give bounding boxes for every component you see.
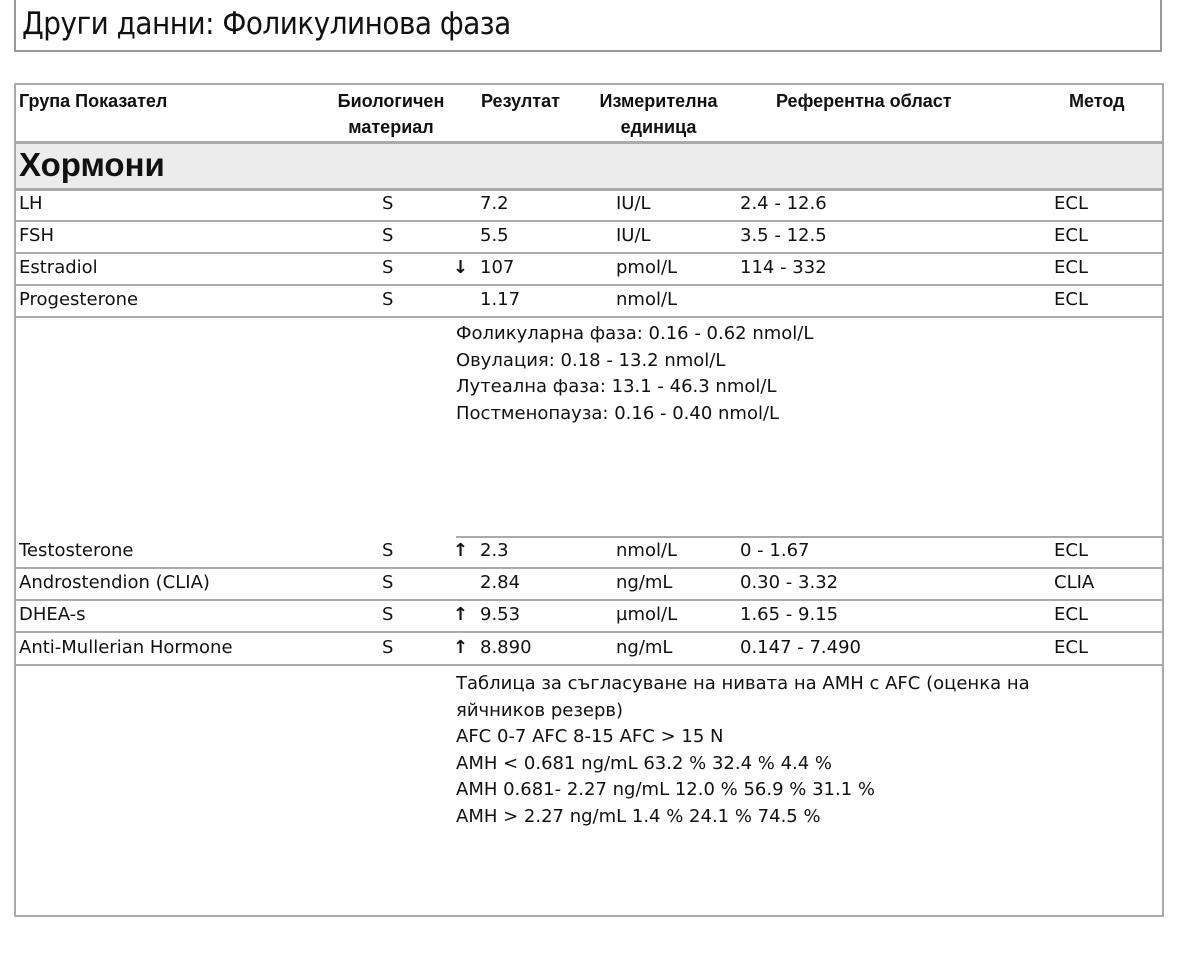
header-unit: Измерителна единица: [599, 91, 718, 137]
note-line: AFC 0-7 AFC 8-15 AFC > 15 N: [456, 726, 724, 747]
row-method: ECL: [1054, 604, 1088, 625]
row-result: 7.2: [480, 193, 509, 214]
table-row: [16, 536, 1162, 569]
other-data-box: [14, 0, 1162, 52]
table-row: [16, 568, 1162, 601]
row-unit: ng/mL: [616, 572, 673, 593]
row-result: 5.5: [480, 225, 509, 246]
table-row: [16, 633, 1162, 666]
note-line: Лутеална фаза: 13.1 - 46.3 nmol/L: [456, 376, 777, 397]
row-material: S: [382, 604, 394, 625]
row-material: S: [382, 257, 394, 278]
note-line: Фоликуларна фаза: 0.16 - 0.62 nmol/L: [456, 323, 814, 344]
row-name: Androstendion (CLIA): [19, 572, 210, 593]
note-line: Овулация: 0.18 - 13.2 nmol/L: [456, 349, 726, 371]
row-name: DHEA-s: [19, 604, 86, 625]
arrow-up-icon: ↑: [453, 540, 469, 561]
row-reference: 3.5 - 12.5: [740, 225, 827, 246]
arrow-up-icon: ↑: [453, 637, 469, 658]
row-reference: 0.147 - 7.490: [740, 637, 861, 658]
row-unit: IU/L: [616, 193, 651, 214]
row-method: ECL: [1054, 637, 1088, 658]
row-result: 1.17: [480, 289, 521, 310]
divider: [456, 536, 1162, 538]
row-name: Progesterone: [19, 289, 139, 310]
table-row: [16, 253, 1162, 286]
row-unit: ng/mL: [616, 637, 673, 658]
arrow-down-icon: ↓: [453, 257, 469, 278]
header-group: Група Показател: [19, 91, 168, 111]
row-method: ECL: [1054, 257, 1088, 278]
row-material: S: [382, 540, 394, 561]
row-material: S: [382, 637, 394, 658]
row-material: S: [382, 572, 394, 593]
header-material: Биологичен материал: [337, 91, 445, 137]
row-result: 2.84: [480, 572, 521, 593]
row-name: Testosterone: [19, 540, 134, 561]
note-line: Таблица за съгласуване на нивата на AMH с AFC (оценка на: [456, 673, 1030, 694]
note-line: Постменопауза: 0.16 - 0.40 nmol/L: [456, 402, 780, 424]
amh-note: [456, 671, 1030, 830]
row-name: LH: [19, 193, 43, 214]
row-reference: 0 - 1.67: [740, 540, 810, 561]
row-result: 2.3: [480, 540, 509, 561]
row-reference: 114 - 332: [740, 257, 827, 278]
section-title: Хормони: [19, 146, 165, 183]
row-method: ECL: [1054, 193, 1088, 214]
note-line: AMH > 2.27 ng/mL 1.4 % 24.1 % 74.5 %: [456, 805, 821, 827]
row-name: FSH: [19, 225, 54, 246]
row-method: ECL: [1054, 289, 1088, 310]
row-name: Anti-Mullerian Hormone: [19, 637, 233, 658]
other-data-text: Други данни: Фоликулинова фаза: [22, 6, 511, 42]
header-method: Метод: [1069, 91, 1125, 111]
row-reference: 1.65 - 9.15: [740, 604, 839, 625]
note-line: яйчников резерв): [456, 699, 624, 721]
row-name: Estradiol: [19, 257, 98, 278]
row-unit: µmol/L: [616, 604, 678, 625]
section-hormones: [16, 141, 1162, 191]
row-method: CLIA: [1054, 572, 1095, 593]
row-material: S: [382, 193, 394, 214]
table-row: [16, 600, 1162, 633]
row-result: 9.53: [480, 604, 521, 625]
row-unit: nmol/L: [616, 540, 678, 561]
row-unit: pmol/L: [616, 257, 678, 278]
row-unit: IU/L: [616, 225, 651, 246]
row-material: S: [382, 225, 394, 246]
row-material: S: [382, 289, 394, 310]
arrow-up-icon: ↑: [453, 604, 469, 625]
table-row: [16, 285, 1162, 318]
table-row: [16, 221, 1162, 254]
results-table: [14, 83, 1164, 917]
row-reference: 2.4 - 12.6: [740, 193, 827, 214]
header-reference: Референтна област: [776, 91, 952, 111]
note-line: AMH 0.681- 2.27 ng/mL 12.0 % 56.9 % 31.1 %: [456, 779, 875, 800]
note-line: AMH < 0.681 ng/mL 63.2 % 32.4 % 4.4 %: [456, 752, 833, 774]
row-result: 8.890: [480, 637, 532, 658]
table-row: [16, 189, 1162, 222]
header-result: Резултат: [481, 91, 560, 111]
row-unit: nmol/L: [616, 289, 678, 310]
row-reference: 0.30 - 3.32: [740, 572, 839, 593]
progesterone-note: [456, 321, 813, 427]
row-result: 107: [480, 257, 515, 278]
row-method: ECL: [1054, 540, 1088, 561]
row-method: ECL: [1054, 225, 1088, 246]
